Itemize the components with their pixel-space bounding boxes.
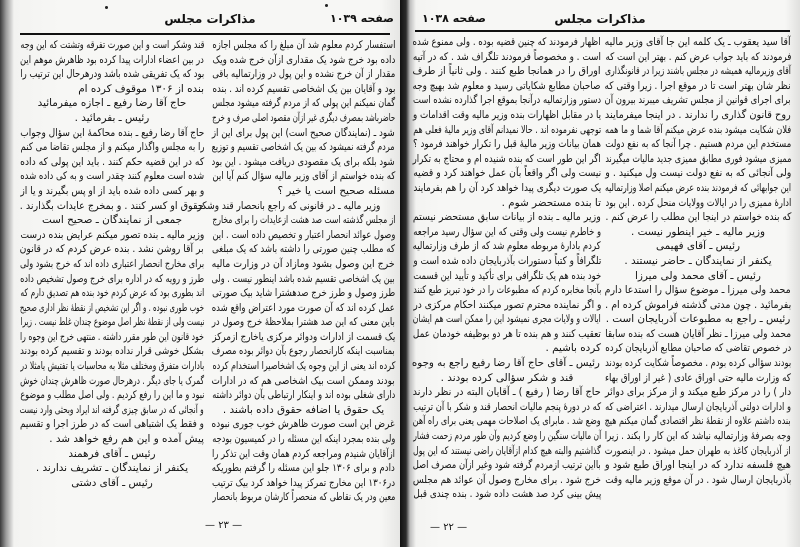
- text-line: [413, 225, 601, 240]
- text-line: [605, 181, 791, 196]
- text-line: [413, 414, 601, 429]
- text-line: [413, 444, 601, 459]
- text-line: [413, 385, 601, 400]
- text-line: [605, 400, 791, 415]
- text-line: [413, 356, 601, 371]
- text-line-content: بشکل خوشی قرار نداده بودند و تقسیم کرده بودند: [20, 345, 204, 358]
- text-line-content: پیش بینی کرد صد هشت داده شود . بنده چندی قبل: [413, 488, 601, 501]
- text-line: [413, 152, 601, 167]
- text-line-content: وصول عوائد انحصار اعتبار و تخصیص داده است . این: [212, 228, 395, 241]
- text-line-content: شده است معلوم کنند چقدر است و به کی داده شده: [20, 170, 204, 183]
- text-line-content: گمان نمیکنم این پولی که از مردم گرفته میشود مجلس: [212, 97, 395, 110]
- text-line-content: را به مجلس واگذار میکنم و از مجلس تقاضا می کنم: [20, 141, 204, 154]
- text-line: [413, 210, 601, 225]
- text-line-content: باین معنی که این صد هشترا بملاحظهٔ خرج وصول در: [211, 316, 395, 329]
- text-line: [605, 123, 791, 138]
- text-line: [212, 330, 395, 345]
- text-line-content: ممیزی میشود فوری مطابق ممیزی جدید مالیات میگیرند: [604, 152, 791, 165]
- text-line-content: خرج شود . برای مخارج وصول آن عوائد هم مجلس: [413, 473, 601, 486]
- running-title: مذاکرات مجلس: [554, 12, 646, 26]
- text-line: [605, 166, 791, 181]
- text-line-content: عمل کرده اند که آن صورت مورد اعتراض واقع شده: [211, 301, 395, 314]
- text-line: [212, 344, 395, 359]
- text-line-content: دارای شغلی بوده اند و اینکار ارتباطی بآن دوائر داشته: [211, 389, 395, 402]
- text-line-content: دار ) را در مرکز طبع میکند و از مرکز برای دوائر: [604, 386, 791, 399]
- text-line: [20, 301, 204, 316]
- text-line: [413, 137, 601, 152]
- text-line-content: وزیر مالیه ـ خیر اینطور نیست .: [630, 225, 766, 238]
- text-line: [605, 254, 791, 269]
- text-line-content: بنده داشتم علاوه از نقطهٔ نظر اقتصادی گمان میکنم هیچ: [605, 415, 791, 428]
- text-line: [212, 38, 395, 53]
- folio-number: — ۲۲ —: [430, 522, 468, 533]
- text-line: [20, 140, 204, 155]
- text-line-content: بااین ترتیب ازمردم گرفته شود وغیر ازآن مصرف اصل: [412, 459, 601, 472]
- text-line-content: اظهار فرمودند که چنین قضیه بوده . ولی ممنوع شده: [412, 36, 601, 48]
- text-line-content: که وزارت مالیه حتی اوراق عادی ( غیر از اوراق بهاء: [605, 371, 791, 384]
- text-line-content: رئیس ـ آقای فرهمند: [68, 447, 156, 460]
- text-line: [212, 155, 395, 170]
- text-line: [212, 213, 395, 228]
- text-line-content: خود بنده هم یک تلگرافی برای تأکید و تأیید این قسمت: [413, 269, 601, 282]
- text-line: [212, 359, 395, 374]
- text-line-content: و فقط یک اشتباهی است که در طرز اجرا و تقسیم: [20, 418, 204, 431]
- text-line: [20, 228, 204, 243]
- text-line: [413, 458, 601, 473]
- text-line-content: است . و مخصوصاً فرمودند تلگراف شد . که در آتیه: [412, 50, 601, 63]
- text-line-content: رئیس ـ آقای دشتی: [71, 476, 153, 489]
- text-line: [413, 327, 601, 342]
- text-line-content: حاج آقا رضا رفیع ـ بنده محاکمهٔ این سؤال وجواب: [19, 126, 204, 139]
- text-line-content: که مطلب چنین صورتی را داشته باشد که یک مبلغی: [212, 243, 395, 256]
- text-line-content: ایالات و ولایات مجری نمیشود این را ممکن است هم ایشان: [412, 313, 601, 326]
- text-line: [20, 374, 204, 389]
- scan-speck: [325, 4, 328, 7]
- text-line-content: بودند سؤالی کرده بودم . مخصوصاً شکایت کرده بودند: [604, 357, 791, 370]
- text-line-content: برای اجرای قوانین از مجلس تشریف میبرند بیرون آن: [604, 94, 791, 107]
- text-line: [20, 257, 204, 272]
- text-line: [212, 228, 395, 243]
- text-line: [605, 137, 791, 152]
- text-line-content: حاضرباشد بمصرف دیگری غیر ازآن مقصود اصلی صرف و خرج: [211, 111, 395, 124]
- text-line-content: از مجلس گذشته است صد هشت ازعایدات را برای مخارج: [211, 214, 395, 227]
- text-line: [20, 155, 204, 170]
- text-line: [605, 269, 791, 284]
- text-line-content: نیست ولی اگر واقعاً بآن عمل خواهند کرد و قضیه: [412, 167, 601, 180]
- text-line: [20, 476, 204, 491]
- text-line-content: معین ودر یک نقاطی که منحصراً کارشان مربوط بانحصار: [212, 491, 395, 504]
- folio-number: — ۲۳ —: [205, 520, 243, 531]
- text-line-content: در بین اعضاء ادارات پیدا کرده بود ظاهرش موهم این: [20, 53, 204, 66]
- text-line-content: یکنفر از نمایندگان ـ حاضر نیستند .: [624, 254, 772, 267]
- text-line-content: یا در مقابل اظهارات بنده وزیر مالیه وقت اقدامات و: [412, 108, 601, 121]
- text-line: [20, 388, 204, 403]
- right-page: [400, 0, 800, 547]
- text-line: [605, 283, 791, 298]
- text-line: [20, 67, 204, 82]
- text-line-content: محمد ولی میرزا ـ نظر آقایان هست که بنده سابقا: [604, 327, 791, 340]
- text-line-content: توجهی نفرموده اند . حالا نمیدانم آقای وزیر مالیهٔ فعلی هم: [413, 123, 601, 136]
- text-line: [605, 385, 791, 400]
- text-line-content: نبود و ما این را رفع کردیم . ولی اصل مطلب و موضوع: [19, 389, 204, 402]
- text-line: [605, 196, 791, 211]
- text-line: [20, 126, 204, 141]
- text-line-content: بمناسبت اینکه کارانحصار رجوع بآن دوائر بوده مصرف: [212, 345, 395, 358]
- text-line-content: ازآقایان شنیدم ومراجعه کردم همان وقت این تذکر را: [212, 447, 395, 460]
- text-line-content: وزیر مالیه ـ بنده تصور میکنم عرایض بنده درست: [20, 228, 204, 241]
- text-line-content: طرز وصول و طرز خرج صدهشترا شاید بیک صورتی: [211, 287, 395, 300]
- text-line-content: خوب طوری نبوده . و اگر این تشخیص از نقطهٔ نظر اداری صحیح: [19, 301, 204, 314]
- text-line: [413, 196, 601, 211]
- text-line-content: گمرک یا جای دیگر . درهرحال صورت ظاهرش چندان خوش: [20, 374, 204, 387]
- text-line-content: دستور وزارتمالیه درآنجا بموقع اجرا گذارده نشده است: [412, 94, 601, 107]
- text-line: [413, 400, 601, 415]
- text-line: [20, 403, 204, 418]
- text-line-content: یک قسمت از ادارات ودوائر مرکزی یاخارج ازمرکز: [211, 330, 395, 343]
- text-line: [413, 341, 601, 356]
- text-line-content: تا بنده مستحضر شوم .: [501, 196, 601, 209]
- text-line: [20, 111, 204, 126]
- text-line: [212, 257, 395, 272]
- text-line-content: ولی بنده بمجرد اینکه این مسئله را در کمیسیون بودجه: [211, 433, 395, 446]
- text-line: [212, 374, 395, 389]
- text-line: [20, 330, 204, 345]
- text-line: [20, 447, 204, 462]
- text-line: [605, 414, 791, 429]
- text-line-content: پیش آمده و این هم رفع خواهد شد .: [49, 433, 204, 446]
- text-line: [20, 82, 204, 97]
- text-line-content: این جوابهائی که فرمودند بنده عرض میکنم اصلا وزارتمالیه: [604, 181, 791, 194]
- text-line-content: نیست ولی از نقطهٔ نظر اصل موضوع چندان غلط نیست . زیرا: [20, 316, 204, 329]
- text-line: [605, 239, 791, 254]
- text-line-content: همان بیانات وزیر مالیهٔ قبل را تکرار خواهند فرمود ؟: [413, 138, 601, 151]
- text-line-content: اند بطوری بود که عرض کردم خود بنده هم تصدیق دارم که: [20, 287, 204, 300]
- text-line: [20, 432, 204, 447]
- text-line-content: صاحبان مطابع شکایاتی رسید و معلوم شد بهیچ وجه: [412, 79, 601, 92]
- text-line: [605, 356, 791, 371]
- text-line: [413, 239, 601, 254]
- text-line: [20, 38, 204, 53]
- text-line-content: یک صورت دیگری پیدا خواهد کرد آن را هم بفرمایند: [413, 181, 601, 194]
- text-line-content: بنده از ۱۳۰۶ موقوف کرده ام: [78, 82, 204, 95]
- text-line: [20, 199, 204, 214]
- text-line: [212, 490, 395, 505]
- text-line-content: رئیس ـ راجع به مطبوعات آذربایجان است .: [605, 313, 791, 326]
- text-line: [20, 359, 204, 374]
- text-line-content: که در این قضیه حکم کنند . باید این پولی که داده: [19, 155, 204, 168]
- text-line-content: خود قانون این طور مقرر داشته . منتهی خرج این وجوه را: [20, 330, 204, 343]
- text-line-content: هیچ فلسفه ندارد که در اینجا اوراق طبع شود و: [604, 459, 791, 472]
- text-line-content: حاج آقا رضا رفیع ـ اجازه میفرمائید: [37, 97, 187, 110]
- text-line: [20, 272, 204, 287]
- header-rule: [415, 30, 790, 32]
- page-number: صفحه ۱۰۳۸: [422, 12, 486, 25]
- text-line-content: فرمودند که باید جواب عرض کنم . بهتر این است که: [605, 50, 791, 63]
- text-line-content: مستخدم این مردم هستیم . چرا آنجا که به نفع دولت: [605, 138, 791, 151]
- text-line-content: بین یک اشخاصی تقسیم شده باشد اینطور نیست . ولی: [211, 272, 395, 285]
- text-column-left: [20, 38, 204, 490]
- text-line: [212, 53, 395, 68]
- text-line-content: یکنفر از نمایندگان ـ تشریف ندارند .: [35, 462, 189, 475]
- text-line-content: بود و آقایان بین یک اشخاصی تقسیم کرده اند . بنده: [212, 82, 395, 95]
- header-rule: [20, 33, 390, 35]
- text-line-content: شود ـ (نمایندگان صحیح است) این پول برای این از: [212, 126, 395, 139]
- text-line: [413, 298, 601, 313]
- text-line-content: قند و شکر سؤالی کرده بودند .: [440, 371, 574, 384]
- text-line-content: مقدار از آن خرج نشده و این پول در وزارتمالیه باقی: [211, 68, 395, 81]
- text-line-content: وضع شد . مابرای یک اصلاحات مهمی یعنی برای راه آهن: [412, 415, 601, 428]
- text-line: [605, 444, 791, 459]
- text-line-content: ولی آنجائی که به نفع دولت نیست ول میکنید . و: [604, 167, 791, 180]
- text-line: [20, 184, 204, 199]
- text-line-content: اوراق را در همانجا طبع کنند . ولی ثانیاً از طرف: [412, 65, 601, 78]
- text-line: [212, 140, 395, 155]
- text-line-content: ادارهٔ ممیزی را در ایالات وولایات منحل کرده . این بود: [605, 196, 791, 209]
- text-line-content: رئیس ـ بفرمائید .: [74, 111, 150, 124]
- text-line-content: نظر شان بهتر است تا در موقع اجرا . زیرا وقتی که: [605, 79, 791, 92]
- text-line-content: بآذربایجان ارسال شود . در آن موقع وزیر مالیه وقت: [604, 473, 791, 486]
- text-line-content: و خاطرم نیست ولی وقتی که این سؤال رسید مراجعه: [413, 225, 601, 238]
- text-line: [605, 429, 791, 444]
- text-line-content: اگر این طور است که بنده شنیده ام و محتاج به تکرار: [412, 152, 601, 165]
- text-line-content: رئیس ـ آقای حاج آقا رضا رفیع راجع به وجوه: [412, 357, 601, 370]
- text-line: [413, 269, 601, 284]
- text-line: [413, 254, 601, 269]
- text-line-content: دادم و برای ۱۳۰۶ جلو این مسئله را گرفتم بطوریکه: [211, 462, 395, 475]
- text-line: [413, 487, 601, 502]
- text-line: [413, 79, 601, 94]
- text-line-content: و بهر کسی داده شده باید از او پس بگیرند و یا از: [20, 184, 204, 197]
- text-line-content: وزیر مالیه ـ بنده از بیانات سابق مستحضر نیستم: [413, 211, 601, 224]
- text-line-content: طرز و رویه که در اداره برای خرج وصول تشخیص داده: [19, 272, 204, 285]
- text-line-content: و اگر نماینده محترم تصور میکنند احکام مرکزی در: [412, 298, 601, 311]
- text-line: [413, 64, 601, 79]
- text-line-content: استفسار کردم معلوم شد آن مبلغ را که مجلس اجازه: [211, 39, 395, 51]
- text-line: [20, 169, 204, 184]
- text-line: [605, 327, 791, 342]
- text-line: [212, 242, 395, 257]
- text-line: [605, 93, 791, 108]
- text-line: [605, 371, 791, 386]
- text-line: [20, 213, 204, 228]
- text-line: [605, 79, 791, 94]
- text-line-content: قند وشکر است و این صورت تفرقه وتشتت که این وجه: [19, 39, 204, 51]
- text-line-content: از آذربایجان کاغذ به طهران حمل میشود . در اینصورت: [605, 444, 791, 457]
- text-line-content: غرض این است صورت ظاهرش خوب جوری نبوده: [211, 418, 395, 431]
- text-line: [605, 298, 791, 313]
- text-line-content: بر آقا روشن نشد . بنده عرض کردم که در قانون: [20, 243, 204, 256]
- text-line: [413, 35, 601, 50]
- text-line-content: آقا سید یعقوب ـ یک کلمه این جا آقای وزیر مالیه: [605, 36, 791, 48]
- text-line-content: مردم گرفته نمیشود که بین یک اشخاصی تقسیم و توزیع: [212, 141, 395, 154]
- text-line: [605, 341, 791, 356]
- text-line: [413, 50, 601, 65]
- text-line: [413, 312, 601, 327]
- text-line: [605, 64, 791, 79]
- text-line-content: کرده باشیم .: [545, 342, 601, 355]
- text-line: [20, 461, 204, 476]
- text-line: [605, 312, 791, 327]
- text-line-content: بفرمائید . چون مدتی گذشته فراموش کرده ام .: [604, 298, 791, 311]
- scan-speck: [105, 6, 108, 9]
- text-line: [605, 35, 791, 50]
- text-line-content: حاج آقا رضا ( رفیع ) ـ آقایان البته در نظر دارند: [412, 386, 601, 399]
- text-line-content: آقای وزیرمالیه همیشه در مجلس باشند زیرا در قانونگذاری: [605, 65, 791, 78]
- text-line-content: وجه بصرفهٔ وزارتمالیه نباشد که این کار را بکند . زیرا: [604, 430, 791, 443]
- text-line: [605, 473, 791, 488]
- text-line: [413, 93, 601, 108]
- text-line-content: یک حقوق یا اضافه حقوق داده باشند .: [222, 403, 385, 416]
- text-line-content: حقوق او کسر کنند . و بمخرج عایدات بگذارند .: [20, 199, 204, 212]
- running-title: مذاکرات مجلس: [164, 12, 256, 26]
- text-line-content: رئیس ـ آقای فهیمی: [656, 240, 740, 253]
- text-line-content: که در دورهٔ پنجم مالیات انحصار قند و شکر با آن ترتیب: [413, 400, 601, 413]
- text-line: [413, 123, 601, 138]
- text-line: [20, 344, 204, 359]
- text-line: [212, 476, 395, 491]
- text-line: [605, 225, 791, 240]
- text-line: [212, 67, 395, 82]
- text-line-content: و ادارات دولتی آذربایجان ارسال میدارند . اعتراضی که: [605, 400, 791, 413]
- page-header: [400, 12, 800, 32]
- text-line-content: در خصوص تقاضی که صاحبان مطابع آذربایجان کرده: [605, 342, 791, 355]
- text-line: [413, 108, 601, 123]
- text-line-content: که بنده خواستم در اینجا این مطلب را عرض کنم .: [605, 211, 791, 224]
- text-line-content: محمد ولی میرزا ـ موضوع سؤال را استدعا دارم: [604, 284, 791, 297]
- text-line-content: تلگرافاً و کتباً دستورات بآذربایجان داده شده است و: [413, 254, 601, 267]
- text-line: [212, 184, 395, 199]
- text-line: [413, 283, 601, 298]
- text-line-content: رئیس ـ آقای محمد ولی میرزا: [635, 269, 761, 282]
- text-line: [20, 417, 204, 432]
- text-line: [20, 286, 204, 301]
- text-line-content: آن مالیات سنگین را وضع کردیم وآن طور مردم زحمت فشار: [413, 430, 601, 443]
- text-line: [413, 181, 601, 196]
- text-line-content: کرده اند یعنی از این وجوه یک اشخاصیرا استخدام کرده: [211, 360, 395, 373]
- text-line: [212, 169, 395, 184]
- text-line-content: تعقیب کنند و هم بنده تا هر دو بوظیفه خودمان عمل: [413, 327, 601, 340]
- text-line-content: داده بود خرج شود یک مقداری ازآن خرج شده ویک: [211, 53, 395, 66]
- text-line-content: بادارات متفرق ومختلف مثلا به محاسبات یا تفتیش یامثلا در: [20, 360, 204, 373]
- text-line: [20, 53, 204, 68]
- text-line-content: فلان شکایت میشود بنده عرض میکنم آقا شما و ما همه: [604, 123, 791, 136]
- text-line-content: برای مخارج انحصار اعتباری داده اند که خرج بشود ولی: [19, 257, 204, 270]
- text-line-content: و آنجائی که در سابق چیزی گرفته اند ایراد وبحثی وارد نیست: [19, 403, 204, 416]
- text-line-content: روح قانون گذاری را ندارند . در اینجا میفرمایند: [605, 108, 791, 121]
- text-line: [605, 210, 791, 225]
- text-line: [413, 166, 601, 181]
- text-line: [413, 429, 601, 444]
- text-line: [605, 108, 791, 123]
- text-line-content: کردم بادارهٔ مربوطه معلوم شد که از طرف وزارتمالیه: [413, 240, 601, 253]
- text-line-content: که بنده خواستم از آقای وزیر مالیه سؤال کنم آیا این: [211, 170, 395, 183]
- text-line-content: بآنجا مخابره کردم که مطبوعات را در خود تبریز طبع کنند: [412, 284, 601, 297]
- text-line-content: در۱۳۰۶ این مخارج تمرکز پیدا خواهد کرد بیک ترتیب: [211, 476, 395, 489]
- text-line-content: بود که یک تفریقی شده باشد ودرهرحال این ترتیب را: [19, 68, 204, 81]
- text-line-content: گذاشتیم والبته هیچ کدام ازآقایان راضی نیستند که این پول: [413, 444, 601, 457]
- text-line: [20, 242, 204, 257]
- text-line: [413, 371, 601, 386]
- text-column-right: [605, 35, 791, 487]
- text-line: [197, 199, 395, 214]
- page-header: [0, 12, 400, 32]
- text-line: [605, 152, 791, 167]
- text-line-content: خرج این وصول بشود ومازاد آن در وزارت مالیه: [211, 257, 395, 270]
- text-line: [605, 458, 791, 473]
- text-line-content: بودند وممکن است بیک اشخاصی هم که در ادارات: [211, 374, 395, 387]
- text-line: [20, 315, 204, 330]
- text-line: [20, 96, 204, 111]
- text-line-content: جمعی از نمایندگان ـ صحیح است: [41, 214, 183, 227]
- text-line-content: مسئله صحیح است یا خیر ؟: [277, 184, 395, 197]
- text-line: [605, 50, 791, 65]
- text-line-content: وزیر مالیه ـ در قانونی که راجع بانحصار قند وشکر: [197, 199, 381, 212]
- text-line: [413, 473, 601, 488]
- text-line-content: شود بلکه برای یک مقصودی دریافت میشود . این بود: [211, 155, 395, 168]
- text-column-left: [413, 35, 601, 502]
- page-number: صفحه ۱۰۳۹: [330, 12, 394, 25]
